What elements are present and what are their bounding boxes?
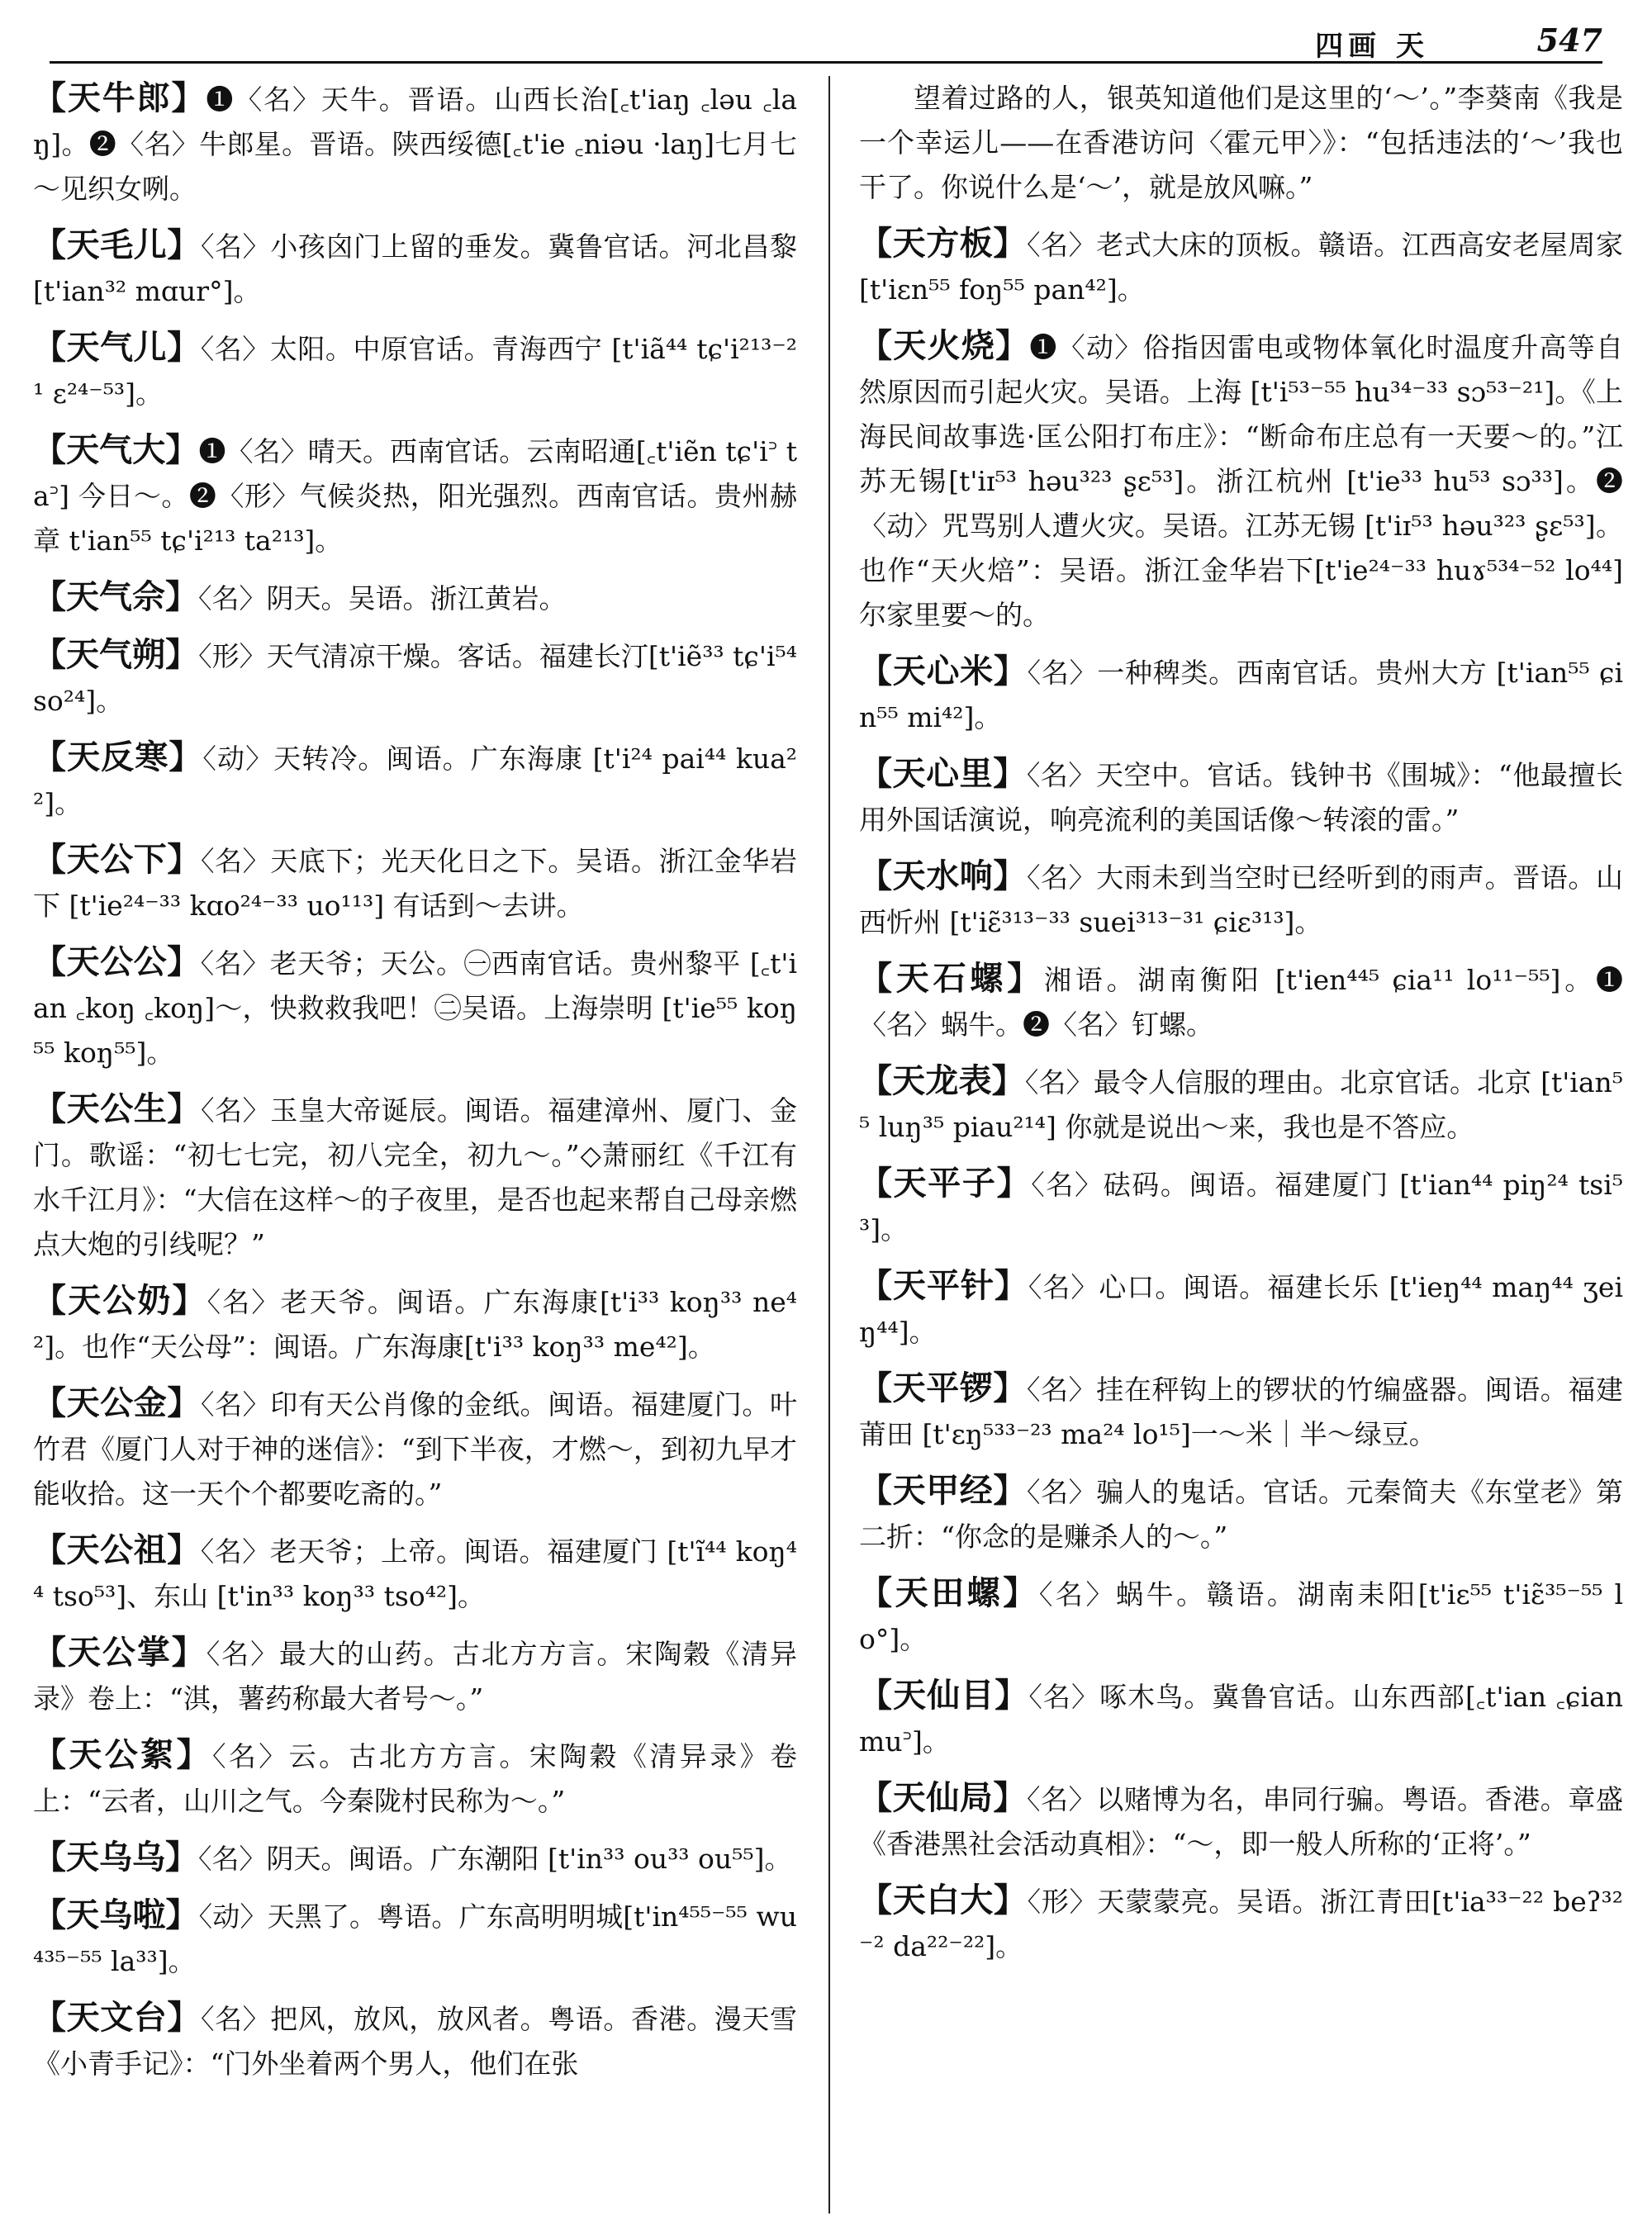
- dictionary-entry: [859, 752, 1623, 842]
- dictionary-entry: [859, 1161, 1623, 1252]
- entry-headword: 【天方板】: [859, 225, 1027, 263]
- entry-body: 〈形〉天气清凉干燥。客话。福建长汀[t'iẽ³³ tɕ'i⁵⁴ so²⁴]。: [33, 640, 797, 717]
- dictionary-entry: [859, 1468, 1623, 1559]
- entry-body: 〈形〉天蒙蒙亮。吴语。浙江青田[t'ia³³⁻²² beʔ³²⁻² da²²⁻²²]。: [859, 1886, 1623, 1962]
- entry-body: 〈名〉把风，放风，放风者。粤语。香港。漫天雪《小青手记》：“门外坐着两个男人，他们在张: [33, 2003, 797, 2080]
- entry-body: 〈名〉老天爷；上帝。闽语。福建厦门 [t'ĩ⁴⁴ koŋ⁴⁴ tso⁵³]、东山 [t'in³³ koŋ³³ tso⁴²]。: [33, 1535, 797, 1612]
- entry-headword: 【天平锣】: [859, 1369, 1027, 1407]
- left-column: [33, 76, 797, 2213]
- entry-continuation: 望着过路的人，银英知道他们是这里的‘～’。”李葵南《我是一个幸运儿——在香港访问〈霍元甲〉》：“包括违法的‘～’我也干了。你说什么是‘～’，就是放风嘛。”: [859, 82, 1623, 203]
- entry-body: 〈名〉老式大床的顶板。赣语。江西高安老屋周家 [t'iɛn⁵⁵ foŋ⁵⁵ pan⁴²]。: [859, 229, 1623, 306]
- entry-headword: 【天田螺】: [859, 1574, 1039, 1612]
- dictionary-entry: [33, 1835, 797, 1881]
- dictionary-entry: [859, 1673, 1623, 1764]
- entry-body: 〈名〉老天爷。闽语。广东海康[t'i³³ koŋ³³ ne⁴²]。也作“天公母”：闽语。广东海康[t'i³³ koŋ³³ me⁴²]。: [33, 1286, 797, 1363]
- dictionary-entry: [33, 940, 797, 1075]
- entry-body: 〈名〉挂在秤钩上的锣状的竹编盛器。闽语。福建莆田 [t'ɛŋ⁵³³⁻²³ ma²⁴ lo¹⁵]一～米｜半～绿豆。: [859, 1374, 1623, 1450]
- column-divider: [828, 76, 830, 2213]
- dictionary-entry: [859, 324, 1623, 638]
- entry-body: 〈名〉大雨未到当空时已经听到的雨声。晋语。山西忻州 [t'iɛ̃³¹³⁻³³ suei³¹³⁻³¹ ɕiɛ³¹³]。: [859, 861, 1623, 938]
- page-header: [50, 18, 1602, 64]
- entry-body: 湘语。湖南衡阳 [t'ien⁴⁴⁵ ɕia¹¹ lo¹¹⁻⁵⁵]。❶〈名〉蜗牛。❷〈名〉钉螺。: [859, 964, 1623, 1041]
- entry-headword: 【天水响】: [859, 857, 1027, 895]
- entry-headword: 【天公掌】: [33, 1634, 206, 1672]
- entry-body: 〈名〉云。古北方方言。宋陶穀《清异录》卷上：“云者，山川之气。今秦陇村民称为～。”: [33, 1740, 797, 1817]
- entry-headword: 【天乌啦】: [33, 1896, 199, 1934]
- entry-body: 〈名〉印有天公肖像的金纸。闽语。福建厦门。叶竹君《厦门人对于神的迷信》：“到下半夜，才燃～，到初九早才能收拾。这一天个个都要吃斋的。”: [33, 1388, 797, 1510]
- entry-body: 〈名〉老天爷；天公。㊀西南官话。贵州黎平 [꜀t'ian ꜀koŋ ꜀koŋ]～，快救救我吧！㊁吴语。上海崇明 [t'ie⁵⁵ koŋ⁵⁵ koŋ⁵⁵]。: [33, 947, 797, 1069]
- entry-headword: 【天毛儿】: [33, 226, 201, 264]
- dictionary-entry: [859, 1571, 1623, 1662]
- dictionary-entry: [33, 735, 797, 826]
- page-number: 547: [1536, 21, 1602, 59]
- entry-headword: 【天心米】: [859, 652, 1028, 690]
- dictionary-entry: [33, 575, 797, 621]
- entry-body: 〈名〉玉皇大帝诞辰。闽语。福建漳州、厦门、金门。歌谣：“初七七完，初八完全，初九～。”◇萧丽红《千江有水千江月》：“大信在这样～的子夜里，是否也起来帮自己母亲燃点大炮的引线呢？”: [33, 1094, 797, 1260]
- entry-headword: 【天心里】: [859, 755, 1027, 793]
- entry-body: 〈名〉天空中。官话。钱钟书《围城》：“他最擅长用外国话演说，响亮流利的美国话像～转滚的雷。”: [859, 759, 1623, 836]
- entry-headword: 【天牛郎】: [33, 79, 206, 117]
- entry-headword: 【天公生】: [33, 1090, 201, 1128]
- dictionary-entry: [33, 633, 797, 724]
- entry-body: 〈名〉啄木鸟。冀鲁官话。山东西部[꜀t'ian ꜀ɕian mu꜄]。: [859, 1681, 1623, 1758]
- section-label: 四画 天: [1315, 30, 1429, 63]
- entry-headword: 【天气儿】: [33, 329, 201, 367]
- entry-headword: 【天龙表】: [859, 1062, 1025, 1100]
- entry-headword: 【天公絮】: [33, 1736, 212, 1774]
- dictionary-entry: [33, 428, 797, 563]
- entry-headword: 【天公下】: [33, 841, 201, 879]
- dictionary-entry: [33, 325, 797, 416]
- dictionary-entry: [33, 1995, 797, 2086]
- entry-headword: 【天乌乌】: [33, 1839, 198, 1877]
- entry-headword: 【天反寒】: [33, 738, 203, 776]
- entry-headword: 【天气佘】: [33, 578, 198, 616]
- entry-body: 〈名〉砝码。闽语。福建厦门 [t'ian⁴⁴ piŋ²⁴ tsi⁵³]。: [859, 1169, 1623, 1245]
- entry-headword: 【天平针】: [859, 1267, 1028, 1305]
- entry-body: 〈名〉心口。闽语。福建长乐 [t'ieŋ⁴⁴ maŋ⁴⁴ ʒeiŋ⁴⁴]。: [859, 1271, 1623, 1348]
- dictionary-entry: [859, 854, 1623, 945]
- entry-body: 〈名〉天底下；光天化日之下。吴语。浙江金华岩下 [t'ie²⁴⁻³³ kɑo²⁴⁻³³ uo¹¹³] 有话到～去讲。: [33, 845, 797, 922]
- entry-body: 〈名〉小孩囟门上留的垂发。冀鲁官话。河北昌黎 [t'ian³² mɑur°]。: [33, 230, 797, 307]
- entry-headword: 【天平子】: [859, 1165, 1032, 1203]
- dictionary-entry: [859, 1776, 1623, 1867]
- entry-body: 〈名〉太阳。中原官话。青海西宁 [t'iã⁴⁴ tɕ'i²¹³⁻²¹ ɛ²⁴⁻⁵³]。: [33, 333, 797, 410]
- entry-headword: 【天仙局】: [859, 1779, 1027, 1817]
- dictionary-entry: [33, 837, 797, 928]
- right-column: [859, 76, 1623, 2213]
- entry-body: ❶〈名〉晴天。西南官话。云南昭通[꜀t'iẽn tɕ'i꜄ ta꜄] 今日～。❷〈形〉气候炎热，阳光强烈。西南官话。贵州赫章 t'ian⁵⁵ tɕ'i²¹³ ta²¹³]。: [33, 435, 797, 557]
- dictionary-entry: [33, 1381, 797, 1516]
- entry-body: 〈名〉最令人信服的理由。北京官话。北京 [t'ian⁵⁵ luŋ³⁵ piau²¹⁴] 你就是说出～来，我也是不答应。: [859, 1066, 1623, 1143]
- dictionary-entry: [33, 1893, 797, 1984]
- entry-headword: 【天石螺】: [859, 960, 1044, 998]
- entry-body: 〈名〉阴天。闽语。广东潮阳 [t'in³³ ou³³ ou⁵⁵]。: [198, 1843, 792, 1875]
- dictionary-entry: [859, 649, 1623, 740]
- entry-headword: 【天火烧】: [859, 327, 1030, 365]
- entry-headword: 【天公奶】: [33, 1282, 207, 1320]
- entry-headword: 【天仙目】: [859, 1677, 1029, 1715]
- dictionary-entry: [33, 1528, 797, 1619]
- entry-body: 〈名〉最大的山药。古北方方言。宋陶穀《清异录》卷上：“淇，薯药称最大者号～。”: [33, 1638, 797, 1715]
- dictionary-entry: [859, 1059, 1623, 1150]
- entry-headword: 【天公金】: [33, 1384, 201, 1422]
- entry-body: 〈名〉一种稗类。西南官话。贵州大方 [t'ian⁵⁵ ɕin⁵⁵ mi⁴²]。: [859, 657, 1623, 733]
- entry-body: 〈动〉天黑了。粤语。广东高明明城[t'in⁴⁵⁵⁻⁵⁵ wu⁴³⁵⁻⁵⁵ la³³]。: [33, 1900, 797, 1977]
- entry-body: 〈名〉蜗牛。赣语。湖南耒阳[t'iɛ⁵⁵ t'iɛ̃³⁵⁻⁵⁵ lo°]。: [859, 1578, 1623, 1655]
- entry-headword: 【天文台】: [33, 1999, 201, 2037]
- dictionary-entry: [33, 223, 797, 314]
- dictionary-entry: [859, 956, 1623, 1047]
- entry-body: ❶〈名〉天牛。晋语。山西长治[꜀t'iaŋ ꜀ləu ꜀laŋ]。❷〈名〉牛郎星。晋语。陕西绥德[꜀t'ie ꜀niəu ·laŋ]七月七～见织女咧。: [33, 83, 797, 205]
- dictionary-entry: [859, 221, 1623, 312]
- entry-headword: 【天公公】: [33, 943, 201, 981]
- entry-headword: 【天白大】: [859, 1881, 1028, 1919]
- entry-body: 〈名〉骗人的鬼话。官话。元秦简夫《东堂老》第二折：“你念的是赚杀人的～。”: [859, 1476, 1623, 1553]
- dictionary-entry: [33, 76, 797, 211]
- entry-headword: 【天甲经】: [859, 1472, 1027, 1510]
- entry-body: 〈动〉天转冷。闽语。广东海康 [t'i²⁴ pai⁴⁴ kua²²]。: [33, 743, 797, 819]
- dictionary-entry: [33, 1630, 797, 1721]
- entry-body: 〈名〉以赌博为名，串同行骗。粤语。香港。章盛《香港黑社会活动真相》：“～，即一般人所称的‘正将’。”: [859, 1783, 1623, 1860]
- dictionary-entry: [859, 1264, 1623, 1355]
- dictionary-entry: [859, 1878, 1623, 1969]
- entry-headword: 【天气大】: [33, 431, 199, 469]
- dictionary-entry: [859, 1366, 1623, 1457]
- entry-body: ❶〈动〉俗指因雷电或物体氧化时温度升高等自然原因而引起火灾。吴语。上海 [t'i⁵³⁻⁵⁵ hu³⁴⁻³³ sɔ⁵³⁻²¹]。《上海民间故事选·匡公阳打布庄》：“断命布庄总有一天要～的。”江苏无锡[t'iɪ⁵³ həu³²³ ʂɛ⁵³]。浙江杭州 [t'ie³³ hu⁵³ sɔ³³]。❷〈动〉咒骂别人遭火灾。吴语。江苏无锡 [t'iɪ⁵³ həu³²³ ʂɛ⁵³]。也作“天火焙”：吴语。浙江金华岩下[t'ie²⁴⁻³³ huɤ⁵³⁴⁻⁵² lo⁴⁴]尔家里要～的。: [859, 331, 1623, 631]
- entry-body: 〈名〉阴天。吴语。浙江黄岩。: [198, 582, 567, 614]
- dictionary-entry: [33, 1733, 797, 1824]
- dictionary-entry: [33, 1279, 797, 1369]
- entry-headword: 【天公祖】: [33, 1531, 201, 1569]
- dictionary-entry: [33, 1087, 797, 1267]
- entry-headword: 【天气朔】: [33, 636, 199, 674]
